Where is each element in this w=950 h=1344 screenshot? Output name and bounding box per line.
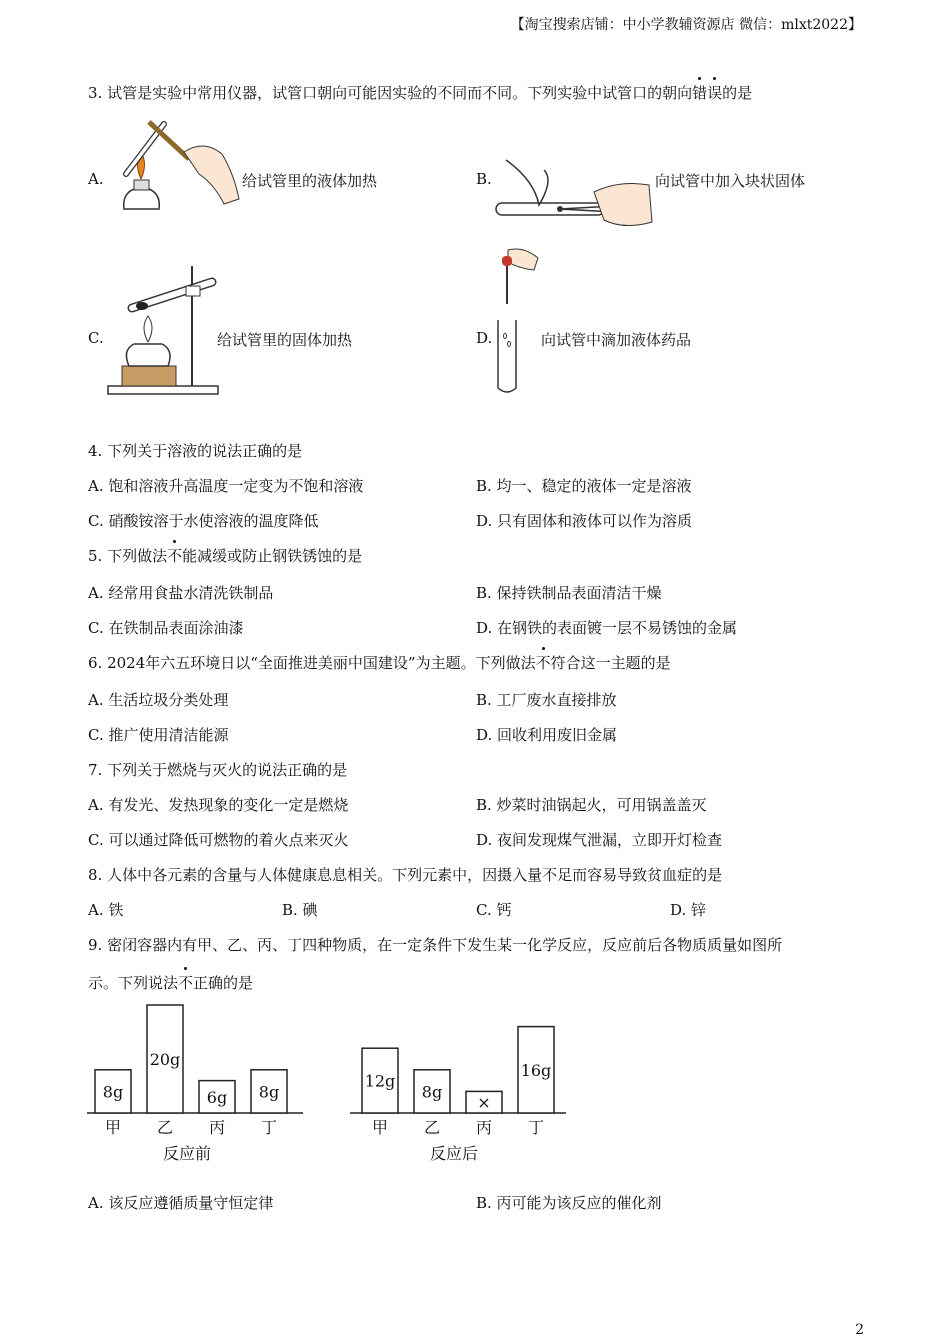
q8-option-b[interactable]: B. 碘	[282, 901, 318, 919]
category-label: 乙	[423, 1118, 441, 1137]
page-number: 2	[855, 1322, 864, 1338]
q3-option-c-text: 给试管里的固体加热	[217, 331, 353, 349]
q3-option-a-letter[interactable]: A.	[88, 170, 104, 188]
bar-value-label: ×	[477, 1093, 491, 1113]
category-label: 丁	[260, 1118, 278, 1137]
q3-option-c-letter[interactable]: C.	[88, 329, 104, 347]
q5-option-a[interactable]: A. 经常用食盐水清洗铁制品	[88, 584, 274, 602]
emphasis-char: 不	[535, 654, 551, 672]
mass-after-chart	[348, 998, 573, 1173]
heat-solid-illustration-icon	[104, 262, 224, 397]
q3-option-b-letter[interactable]: B.	[476, 170, 492, 188]
q4-option-d[interactable]: D. 只有固体和液体可以作为溶质	[476, 512, 693, 530]
q7-option-d[interactable]: D. 夜间发现煤气泄漏，立即开灯检查	[476, 831, 723, 849]
page-header: 【淘宝搜索店铺：中小学教辅资源店 微信：mlxt2022】	[510, 17, 862, 33]
q9-option-b[interactable]: B. 丙可能为该反应的催化剂	[476, 1194, 662, 1212]
category-label: 丁	[527, 1118, 545, 1137]
question-8-stem: 8. 人体中各元素的含量与人体健康息息相关。下列元素中，因摄入量不足而容易导致贫血症的是	[88, 866, 723, 884]
q4-option-a[interactable]: A. 饱和溶液升高温度一定变为不饱和溶液	[88, 477, 364, 495]
bar-value-label: 16g	[520, 1060, 552, 1080]
bar-value-label: 6g	[206, 1087, 228, 1107]
q5-option-d[interactable]: D. 在钢铁的表面镀一层不易锈蚀的金属	[476, 619, 738, 637]
q6-option-a[interactable]: A. 生活垃圾分类处理	[88, 691, 229, 709]
category-label: 甲	[371, 1118, 389, 1137]
mass-before-chart	[85, 998, 310, 1173]
bar-value-label: 8g	[258, 1082, 280, 1102]
stem-text: 5. 下列做法	[88, 547, 168, 565]
question-6-stem	[88, 652, 671, 673]
category-label: 丙	[208, 1118, 226, 1137]
bar-value-label: 20g	[149, 1050, 181, 1069]
q7-option-b[interactable]: B. 炒菜时油锅起火，可用锅盖盖灭	[476, 796, 707, 814]
bar-value-label: 8g	[421, 1082, 443, 1102]
stem-text: 正确的是	[193, 974, 254, 992]
q3-option-a-text: 给试管里的液体加热	[242, 172, 378, 190]
q7-option-c[interactable]: C. 可以通过降低可燃物的着火点来灭火	[88, 831, 349, 849]
q6-option-c[interactable]: C. 推广使用清洁能源	[88, 726, 229, 744]
q5-option-b[interactable]: B. 保持铁制品表面清洁干燥	[476, 584, 662, 602]
q8-option-a[interactable]: A. 铁	[88, 901, 124, 919]
question-9-stem-line1: 9. 密闭容器内有甲、乙、丙、丁四种物质，在一定条件下发生某一化学反应，反应前后各物质质量如图所	[88, 936, 783, 954]
q4-option-c[interactable]: C. 硝酸铵溶于水使溶液的温度降低	[88, 512, 319, 530]
q6-option-b[interactable]: B. 工厂废水直接排放	[476, 691, 617, 709]
q5-option-c[interactable]: C. 在铁制品表面涂油漆	[88, 619, 244, 637]
stem-text: 示。下列说法	[88, 974, 179, 992]
category-label: 甲	[104, 1118, 122, 1137]
emphasis-char: 误	[707, 84, 723, 102]
q3-option-b-text: 向试管中加入块状固体	[655, 172, 806, 190]
category-label: 乙	[156, 1118, 174, 1137]
q9-option-a[interactable]: A. 该反应遵循质量守恒定律	[88, 1194, 274, 1212]
emphasis-char: 不	[178, 974, 194, 992]
stem-text: 能减缓或防止钢铁锈蚀的是	[182, 547, 363, 565]
q3-option-d-text: 向试管中滴加液体药品	[541, 331, 692, 349]
bar-value-label: 12g	[364, 1071, 396, 1091]
chart-title: 反应前	[162, 1144, 212, 1163]
q6-option-d[interactable]: D. 回收利用废旧金属	[476, 726, 618, 744]
q7-option-a[interactable]: A. 有发光、发热现象的变化一定是燃烧	[88, 796, 349, 814]
q3-option-d-letter[interactable]: D.	[476, 329, 493, 347]
emphasis-char: 错	[692, 84, 708, 102]
q8-option-c[interactable]: C. 钙	[476, 901, 512, 919]
question-3-stem	[88, 82, 752, 103]
bar-value-label: 8g	[102, 1082, 124, 1102]
question-4-stem: 4. 下列关于溶液的说法正确的是	[88, 442, 303, 460]
category-label: 丙	[475, 1118, 493, 1137]
chart-title: 反应后	[429, 1144, 479, 1163]
emphasis-char: 不	[167, 547, 183, 565]
q4-option-b[interactable]: B. 均一、稳定的液体一定是溶液	[476, 477, 692, 495]
dropper-illustration-icon	[494, 248, 544, 396]
stem-text: 3. 试管是实验中常用仪器，试管口朝向可能因实验的不同而不同。下列实验中试管口的朝向	[88, 84, 693, 102]
stem-text: 符合这一主题的是	[550, 654, 671, 672]
question-7-stem: 7. 下列关于燃烧与灭火的说法正确的是	[88, 761, 348, 779]
add-solid-illustration-icon	[494, 150, 654, 230]
heat-liquid-illustration-icon	[104, 114, 244, 224]
q8-option-d[interactable]: D. 锌	[670, 901, 707, 919]
question-9-stem-line2	[88, 972, 253, 993]
stem-text: 的是	[722, 84, 753, 102]
stem-text: 6. 2024年六五环境日以“全面推进美丽中国建设”为主题。下列做法	[88, 654, 536, 672]
question-5-stem	[88, 545, 362, 566]
